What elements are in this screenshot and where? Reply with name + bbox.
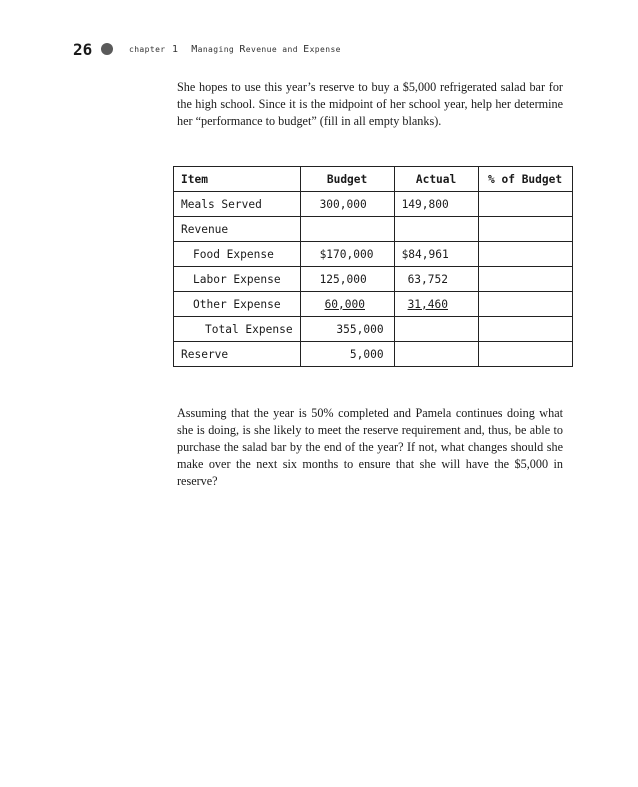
row-pct-blank[interactable]: [478, 217, 572, 242]
chapter-title-e-rest: xpense: [309, 45, 341, 54]
chapter-title-m-cap: M: [191, 44, 198, 55]
table-row: [174, 242, 573, 267]
table-row: [174, 267, 573, 292]
question-paragraph: Assuming that the year is 50% completed and Pamela continues doing what she is doing, is she likely to meet the reserve requirement and, thus, be able to purchase the salad bar by the end of the year? If not, what changes should she make over the next six months to ensure that she will have the $5,000 in reserve?: [177, 406, 563, 488]
row-actual: 31,460: [407, 297, 448, 311]
row-budget: $170,000: [300, 242, 394, 267]
row-budget: 300,000: [300, 192, 394, 217]
table-row: [174, 217, 573, 242]
row-pct-blank[interactable]: [478, 342, 572, 367]
row-actual-blank[interactable]: [394, 317, 478, 342]
page-number: 26: [73, 40, 93, 59]
table-row: [174, 192, 573, 217]
table-row: [174, 342, 573, 367]
row-item: Total Expense: [174, 317, 301, 342]
row-pct-blank[interactable]: [478, 267, 572, 292]
table-row: [174, 292, 573, 317]
header-budget: Budget: [300, 167, 394, 192]
row-actual: 63,752: [394, 267, 478, 292]
row-budget-blank[interactable]: [300, 217, 394, 242]
row-budget: 5,000: [300, 342, 394, 367]
row-actual: 149,800: [394, 192, 478, 217]
chapter-title-e-cap: E: [303, 44, 310, 55]
row-item: Meals Served: [174, 192, 301, 217]
intro-paragraph: She hopes to use this year’s reserve to buy a $5,000 refrigerated salad bar for the high school. Since it is the midpoint of her school year, help her determine her “performance to budget” (fill in all empty blanks).: [177, 80, 563, 128]
row-item: Labor Expense: [174, 267, 301, 292]
chapter-title-m-rest: anaging: [197, 45, 240, 54]
header-actual: Actual: [394, 167, 478, 192]
chapter-title-r-rest: evenue and: [245, 45, 304, 54]
row-budget: 355,000: [300, 317, 394, 342]
header-pct: % of Budget: [478, 167, 572, 192]
performance-table: [173, 166, 573, 367]
chapter-number: 1: [171, 44, 179, 55]
row-item: Other Expense: [174, 292, 301, 317]
row-item: Food Expense: [174, 242, 301, 267]
row-actual-blank[interactable]: [394, 217, 478, 242]
table-header-row: [174, 167, 573, 192]
row-actual: $84,961: [394, 242, 478, 267]
row-item: Revenue: [174, 217, 301, 242]
row-pct-blank[interactable]: [478, 192, 572, 217]
row-pct-blank[interactable]: [478, 317, 572, 342]
chapter-word: chapter: [129, 45, 166, 54]
table-row: [174, 317, 573, 342]
row-budget: 125,000: [300, 267, 394, 292]
chapter-title-r-cap: R: [239, 44, 246, 55]
row-item: Reserve: [174, 342, 301, 367]
running-head: [129, 44, 341, 55]
header-item: Item: [174, 167, 301, 192]
row-actual-blank[interactable]: [394, 342, 478, 367]
header-bullet-icon: [101, 43, 113, 55]
row-pct-blank[interactable]: [478, 292, 572, 317]
row-budget: 60,000: [324, 297, 365, 311]
row-pct-blank[interactable]: [478, 242, 572, 267]
